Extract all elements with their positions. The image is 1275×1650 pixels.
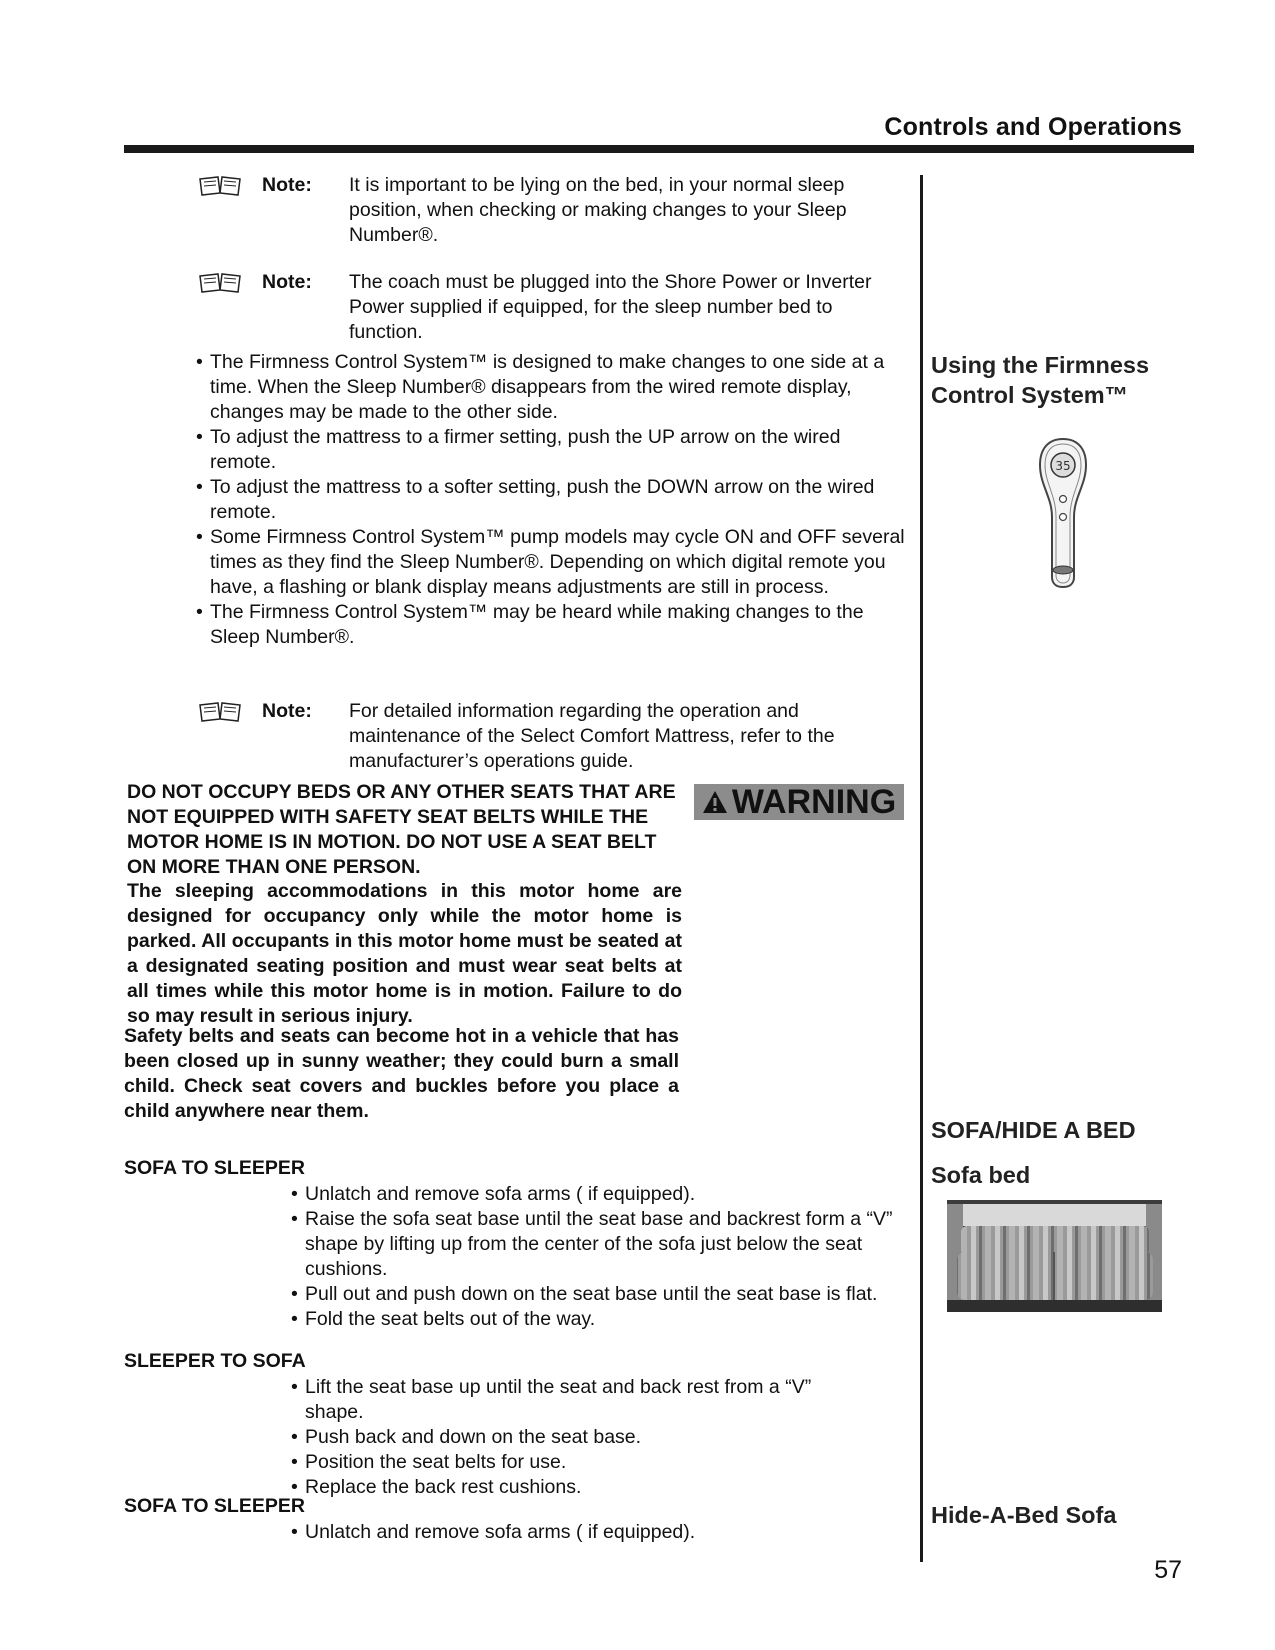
list-item: • Unlatch and remove sofa arms ( if equipped). [291,1520,911,1545]
book-icon [198,701,242,723]
book-icon [198,175,242,197]
column-divider [920,175,923,1562]
list-item: • Pull out and push down on the seat base until the seat base is flat. [291,1282,916,1307]
warning-hot-belts-text: Safety belts and seats can become hot in a vehicle that has been closed up in sunny weather; they could burn a small child. Check seat covers and buckles before you place a child anywhere near them. [124,1025,679,1122]
warning-badge-label: WARNING [731,783,897,821]
list-item: • Lift the seat base up until the seat and back rest from a “V” shape. [291,1375,871,1425]
note-text: For detailed information regarding the operation and maintenance of the Select Comfort Mattress, refer to the manufacturer’s operations guide. [349,700,835,772]
hide-a-bed-heading: Hide-A-Bed Sofa [931,1502,1117,1528]
sleeper-to-sofa-heading: SLEEPER TO SOFA [124,1350,306,1372]
up-button-icon [1060,496,1067,503]
page-number: 57 [1154,1556,1182,1584]
note-label: Note: [262,700,312,722]
note-label: Note: [262,271,312,293]
list-item: • The Firmness Control System™ is designed to make changes to one side at a time. When the Sleep Number® disappears from the wired remote display, changes may be made to the other side. [196,350,906,425]
remote-control-image [1038,437,1088,589]
note-text: It is important to be lying on the bed, in your normal sleep position, when checking or making changes to your Sleep Number®. [349,174,847,246]
note-label: Note: [262,174,312,196]
list-item: • Position the seat belts for use. [291,1450,871,1475]
firmness-bullet-list [196,350,906,650]
sofa-hide-a-bed-heading: SOFA/HIDE A BED [931,1117,1136,1143]
sofa-to-sleeper-heading: SOFA TO SLEEPER [124,1157,305,1179]
sofa-bed-photo [947,1200,1162,1312]
list-item: • Raise the sofa seat base until the seat base and backrest form a “V” shape by lifting up from the center of the sofa just below the seat cushions. [291,1207,916,1282]
note-text: The coach must be plugged into the Shore Power or Inverter Power supplied if equipped, for the sleep number bed to function. [349,271,872,343]
list-item: • Fold the seat belts out of the way. [291,1307,916,1332]
warning-caps-text: DO NOT OCCUPY BEDS OR ANY OTHER SEATS THAT ARE NOT EQUIPPED WITH SAFETY SEAT BELTS WHILE THE MOTOR HOME IS IN MOTION. DO NOT USE A SEAT BELT ON MORE THAN ONE PERSON. [127,781,676,878]
sleeper-to-sofa-steps [291,1375,871,1500]
sofa-to-sleeper-heading-2: SOFA TO SLEEPER [124,1495,305,1517]
header-rule [124,145,1194,153]
list-item: • Push back and down on the seat base. [291,1425,871,1450]
list-item: • The Firmness Control System™ may be heard while making changes to the Sleep Number®. [196,600,906,650]
remote-display-value: 35 [1055,459,1071,473]
page-header-title: Controls and Operations [884,113,1182,141]
book-icon [198,272,242,294]
sofa-to-sleeper-steps-2 [291,1520,911,1545]
down-button-icon [1060,514,1067,521]
warning-occupancy-text: The sleeping accommodations in this motor home are designed for occupancy only while the motor home is parked. All occupants in this motor home must be seated at a designated seating position and must wear seat belts at all times while this motor home is in motion. Failure to do so may result in serious injury. [127,880,682,1027]
list-item: • To adjust the mattress to a softer setting, push the DOWN arrow on the wired remote. [196,475,906,525]
warning-badge [694,784,904,820]
firmness-heading: Using the Firmness Control System™ [931,352,1150,408]
warning-triangle-icon [702,789,728,815]
sofa-bed-heading: Sofa bed [931,1162,1031,1188]
list-item: • Replace the back rest cushions. [291,1475,871,1500]
list-item: • Unlatch and remove sofa arms ( if equipped). [291,1182,916,1207]
sofa-to-sleeper-steps [291,1182,916,1332]
list-item: • To adjust the mattress to a firmer setting, push the UP arrow on the wired remote. [196,425,906,475]
list-item: • Some Firmness Control System™ pump models may cycle ON and OFF several times as they find the Sleep Number®. Depending on which digital remote you have, a flashing or blank display means adjustments are still in process. [196,525,906,600]
